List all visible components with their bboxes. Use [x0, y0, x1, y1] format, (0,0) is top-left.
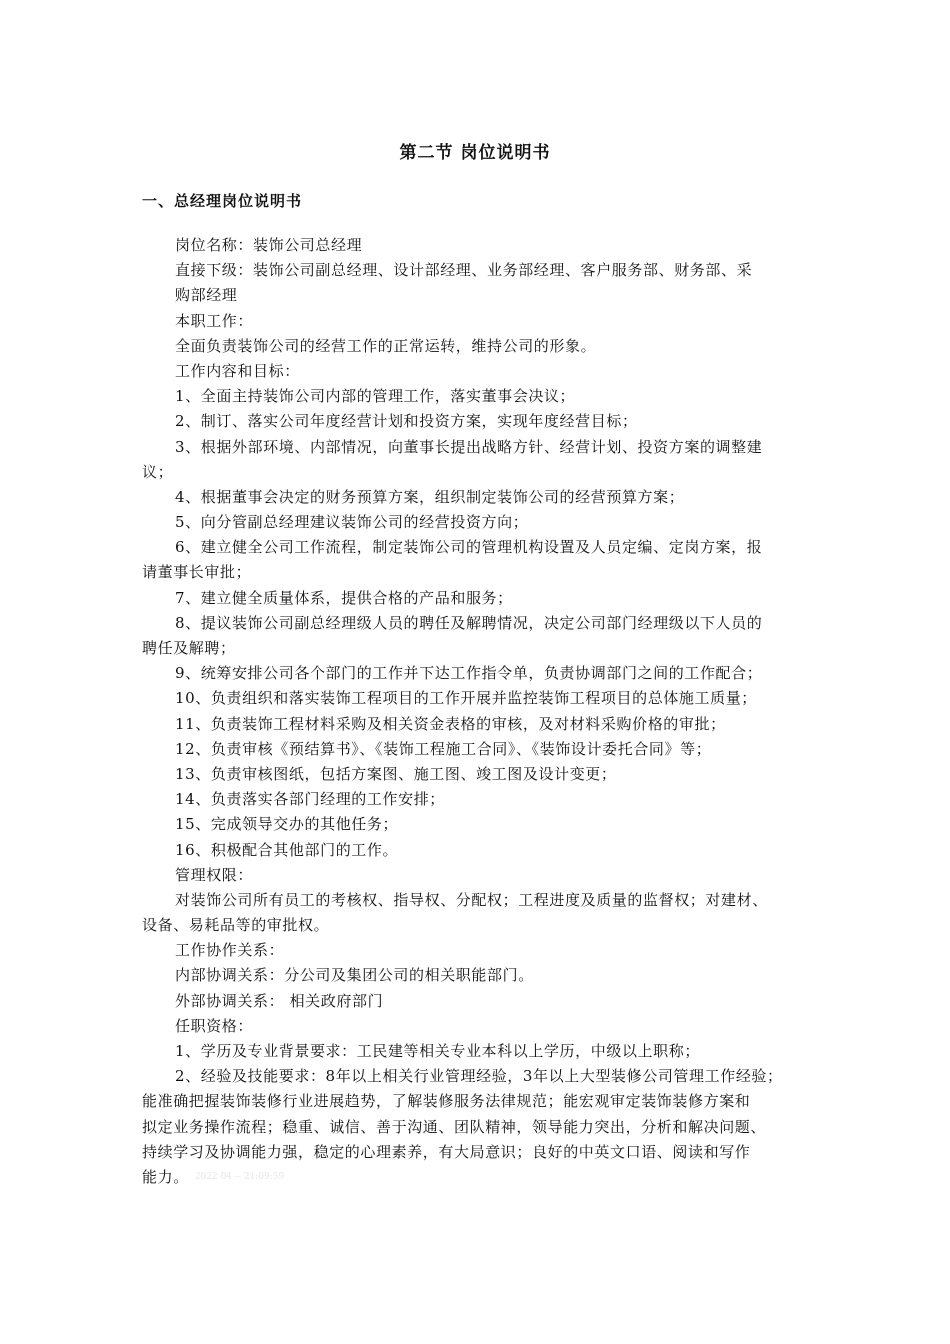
paragraph-line — [142, 636, 826, 661]
line-text: 1、学历及专业背景要求：工民建等相关专业本科以上学历，中级以上职称； — [175, 1042, 700, 1060]
line-text: 8、提议装饰公司副总经理级人员的聘任及解聘情况，决定公司部门经理级以下人员的 — [175, 613, 763, 632]
line-text: 聘任及解聘； — [142, 639, 236, 657]
line-text: 直接下级：装饰公司副总经理、设计部经理、业务部经理、客户服务部、财务部、采 — [175, 261, 753, 280]
paragraph-line — [142, 863, 826, 888]
paragraph-line — [142, 1115, 826, 1140]
document-body — [142, 233, 826, 1190]
paragraph-line — [142, 334, 826, 359]
line-text: 14、负责落实各部门经理的工作安排； — [175, 790, 445, 809]
paragraph-line — [142, 535, 826, 560]
paragraph-line — [142, 838, 826, 863]
line-text: 13、负责审核图纸，包括方案图、施工图、竣工图及设计变更； — [175, 764, 617, 783]
paragraph-line — [142, 460, 826, 485]
page-title: 第二节 岗位说明书 — [399, 143, 551, 163]
paragraph-line — [142, 737, 826, 762]
paragraph-line — [142, 409, 826, 434]
line-text: 16、积极配合其他部门的工作。 — [175, 840, 399, 859]
paragraph-line — [142, 686, 826, 711]
paragraph-line — [142, 485, 826, 510]
paragraph-line — [142, 359, 826, 384]
line-text: 12、负责审核《预结算书》、《装饰工程施工合同》、《装饰设计委托合同》等； — [175, 739, 712, 758]
line-text: 持续学习及协调能力强，稳定的心理素养，有大局意识；良好的中英文口语、阅读和写作 — [142, 1142, 751, 1161]
line-text: 11、负责装饰工程材料采购及相关资金表格的审核，及对材料采购价格的审批； — [175, 714, 726, 733]
line-text: 购部经理 — [175, 286, 238, 305]
paragraph-line — [142, 787, 826, 812]
paragraph-line — [142, 1064, 826, 1089]
paragraph-line — [142, 1165, 826, 1190]
line-text: 1、全面主持装饰公司内部的管理工作，落实董事会决议； — [175, 387, 576, 406]
section-heading: 一、总经理岗位说明书 — [142, 192, 303, 210]
line-text: 6、建立健全公司工作流程，制定装饰公司的管理机构设置及人员定编、定岗方案，报 — [175, 538, 763, 557]
paragraph-line — [142, 888, 826, 913]
line-text: 4、根据董事会决定的财务预算方案，组织制定装饰公司的经营预算方案； — [175, 487, 685, 506]
watermark-text: 2022 04 -- 21:09:59 — [194, 1172, 285, 1183]
line-text: 内部协调关系：分公司及集团公司的相关职能部门。 — [175, 966, 534, 985]
line-text: 5、向分管副总经理建议装饰公司的经营投资方向； — [175, 513, 529, 532]
line-text: 10、负责组织和落实装饰工程项目的工作开展并监控装饰工程项目的总体施工质量； — [175, 689, 757, 708]
paragraph-line — [142, 309, 826, 334]
paragraph-line — [142, 913, 826, 938]
paragraph-line — [142, 963, 826, 988]
paragraph-line — [142, 384, 826, 409]
paragraph-line — [142, 661, 826, 686]
paragraph-line — [142, 712, 826, 737]
line-text: 议； — [142, 462, 174, 481]
line-text: 工作内容和目标： — [175, 361, 300, 380]
paragraph-line — [142, 283, 826, 308]
line-text: 设备、易耗品等的审批权。 — [142, 916, 330, 935]
line-text: 全面负责装饰公司的经营工作的正常运转，维持公司的形象。 — [175, 336, 597, 355]
paragraph-line — [142, 938, 826, 963]
line-text: 15、完成领导交办的其他任务； — [175, 815, 399, 834]
line-text: 工作协作关系： — [175, 941, 285, 960]
line-text: 任职资格： — [175, 1016, 254, 1035]
paragraph-line — [142, 762, 826, 787]
line-text: 3、根据外部环境、内部情况，向董事长提出战略方针、经营计划、投资方案的调整建 — [175, 437, 763, 456]
line-text: 拟定业务操作流程；稳重、诚信、善于沟通、团队精神，领导能力突出，分析和解决问题、 — [142, 1117, 767, 1136]
paragraph-line — [142, 611, 826, 636]
line-text: 2、经验及技能要求：8年以上相关行业管理经验，3年以上大型装修公司管理工作经验； — [175, 1067, 783, 1086]
paragraph-line — [142, 1039, 826, 1064]
paragraph-line — [142, 435, 826, 460]
line-text: 9、统筹安排公司各个部门的工作并下达工作指令单，负责协调部门之间的工作配合； — [175, 664, 763, 683]
paragraph-line — [142, 586, 826, 611]
paragraph-line — [142, 233, 826, 258]
paragraph-line — [142, 812, 826, 837]
line-text: 7、建立健全质量体系，提供合格的产品和服务； — [175, 588, 513, 607]
line-text: 2、制订、落实公司年度经营计划和投资方案，实现年度经营目标； — [175, 412, 638, 431]
line-text: 能准确把握装饰装修行业进展趋势，了解装修服务法律规范；能宏观审定装饰装修方案和 — [142, 1092, 751, 1111]
paragraph-line — [142, 1140, 826, 1165]
paragraph-line — [142, 510, 826, 535]
line-text: 岗位名称：装饰公司总经理 — [175, 236, 363, 254]
line-text: 对装饰公司所有员工的考核权、指导权、分配权；工程进度及质量的监督权；对建材、 — [175, 890, 768, 909]
line-text: 能力。 — [142, 1167, 189, 1186]
line-text: 请董事长审批； — [142, 563, 252, 582]
line-text: 外部协调关系： 相关政府部门 — [175, 991, 384, 1010]
paragraph-line — [142, 560, 826, 585]
paragraph-line — [142, 1014, 826, 1039]
paragraph-line — [142, 258, 826, 283]
line-text: 本职工作： — [175, 311, 254, 330]
paragraph-line — [142, 1089, 826, 1114]
line-text: 管理权限： — [175, 865, 254, 884]
paragraph-line — [142, 989, 826, 1014]
